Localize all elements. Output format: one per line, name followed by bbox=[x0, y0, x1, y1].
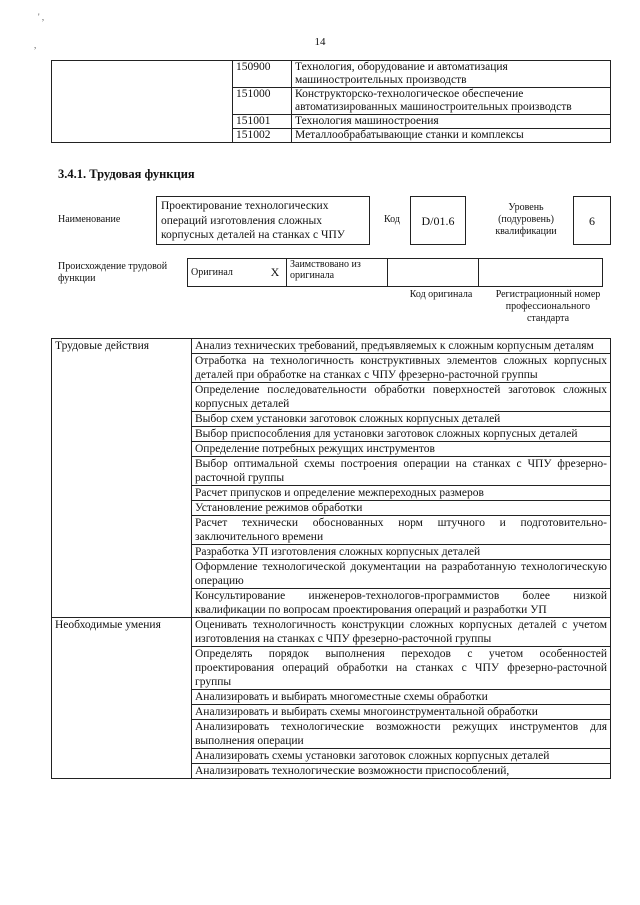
okso-code: 151002 bbox=[233, 129, 292, 143]
scan-mark-top: ' , bbox=[38, 12, 45, 22]
scan-mark-left: , bbox=[34, 40, 37, 50]
labor-action-item: Консультирование инженеров-технологов-программистов более низкой квалификации по вопросам проектирования операций и разработки УП bbox=[192, 589, 611, 618]
required-skills-header: Необходимые умения bbox=[52, 618, 192, 779]
skill-item: Анализировать и выбирать схемы многоинструментальной обработки bbox=[192, 705, 611, 720]
table-row bbox=[188, 259, 603, 287]
labor-action-item: Анализ технических требований, предъявляемых к сложным корпусным деталям bbox=[192, 339, 611, 354]
skill-item: Анализировать и выбирать многоместные схемы обработки bbox=[192, 690, 611, 705]
okso-name: Металлообрабатывающие станки и комплексы bbox=[292, 129, 611, 143]
labor-action-item: Отработка на технологичность конструктивных элементов сложных корпусных деталей при обработке на станках с ЧПУ фрезерно-расточной группы bbox=[192, 354, 611, 383]
table-row bbox=[52, 339, 611, 354]
labor-action-item: Выбор оптимальной схемы построения операции на станках с ЧПУ фрезерно-расточной группы bbox=[192, 457, 611, 486]
labor-action-item: Выбор приспособления для установки заготовок сложных корпусных деталей bbox=[192, 427, 611, 442]
origin-label: Происхождение трудовой функции bbox=[58, 261, 168, 284]
okso-empty-cell bbox=[52, 61, 233, 143]
original-mark: X bbox=[264, 259, 287, 287]
labor-function-table bbox=[51, 338, 611, 779]
name-label: Наименование bbox=[58, 214, 121, 225]
labor-actions-header: Трудовые действия bbox=[52, 339, 192, 618]
okso-name: Технология машиностроения bbox=[292, 115, 611, 129]
code-original-cell bbox=[388, 259, 479, 287]
okso-code: 151001 bbox=[233, 115, 292, 129]
okso-code: 151000 bbox=[233, 88, 292, 115]
labor-action-item: Установление режимов обработки bbox=[192, 501, 611, 516]
reg-number-label: Регистрационный номер профессионального стандарта bbox=[495, 289, 601, 324]
table-row bbox=[52, 618, 611, 647]
labor-action-item: Расчет припусков и определение межпереходных размеров bbox=[192, 486, 611, 501]
page-number: 14 bbox=[314, 36, 326, 48]
skill-item: Оценивать технологичность конструкции сложных корпусных деталей с учетом изготовления на станках с ЧПУ фрезерно-расточной группы bbox=[192, 618, 611, 647]
skill-item: Анализировать технологические возможности приспособлений, bbox=[192, 764, 611, 779]
skill-item: Анализировать схемы установки заготовок сложных корпусных деталей bbox=[192, 749, 611, 764]
level-value: 6 bbox=[573, 196, 611, 245]
reg-number-cell bbox=[479, 259, 603, 287]
code-original-label: Код оригинала bbox=[409, 289, 473, 300]
skill-item: Анализировать технологические возможности режущих инструментов для выполнения операции bbox=[192, 720, 611, 749]
function-name-value: Проектирование технологических операций изготовления сложных корпусных деталей на станках с ЧПУ bbox=[156, 196, 370, 245]
labor-action-item: Расчет технически обоснованных норм штучного и подготовительно-заключительного времени bbox=[192, 516, 611, 545]
origin-table bbox=[187, 258, 603, 287]
borrowed-label: Заимствовано из оригинала bbox=[287, 259, 388, 287]
level-label: Уровень (подуровень) квалификации bbox=[495, 202, 557, 237]
original-label: Оригинал bbox=[188, 259, 265, 287]
skill-item: Определять порядок выполнения переходов с учетом особенностей проектирования операций обработки на станках с ЧПУ фрезерно-расточной группы bbox=[192, 647, 611, 690]
table-row bbox=[52, 61, 611, 88]
okso-name: Конструкторско-технологическое обеспечение автоматизированных машиностроительных производств bbox=[292, 88, 611, 115]
okso-code: 150900 bbox=[233, 61, 292, 88]
okso-name: Технология, оборудование и автоматизация машиностроительных производств bbox=[292, 61, 611, 88]
section-heading: 3.4.1. Трудовая функция bbox=[58, 167, 195, 181]
labor-action-item: Оформление технологической документации на разработанную технологическую операцию bbox=[192, 560, 611, 589]
labor-action-item: Выбор схем установки заготовок сложных корпусных деталей bbox=[192, 412, 611, 427]
code-label: Код bbox=[384, 214, 400, 225]
okso-table bbox=[51, 60, 611, 143]
labor-action-item: Определение потребных режущих инструментов bbox=[192, 442, 611, 457]
labor-action-item: Разработка УП изготовления сложных корпусных деталей bbox=[192, 545, 611, 560]
labor-action-item: Определение последовательности обработки поверхностей заготовок сложных корпусных деталей bbox=[192, 383, 611, 412]
function-code-value: D/01.6 bbox=[410, 196, 466, 245]
